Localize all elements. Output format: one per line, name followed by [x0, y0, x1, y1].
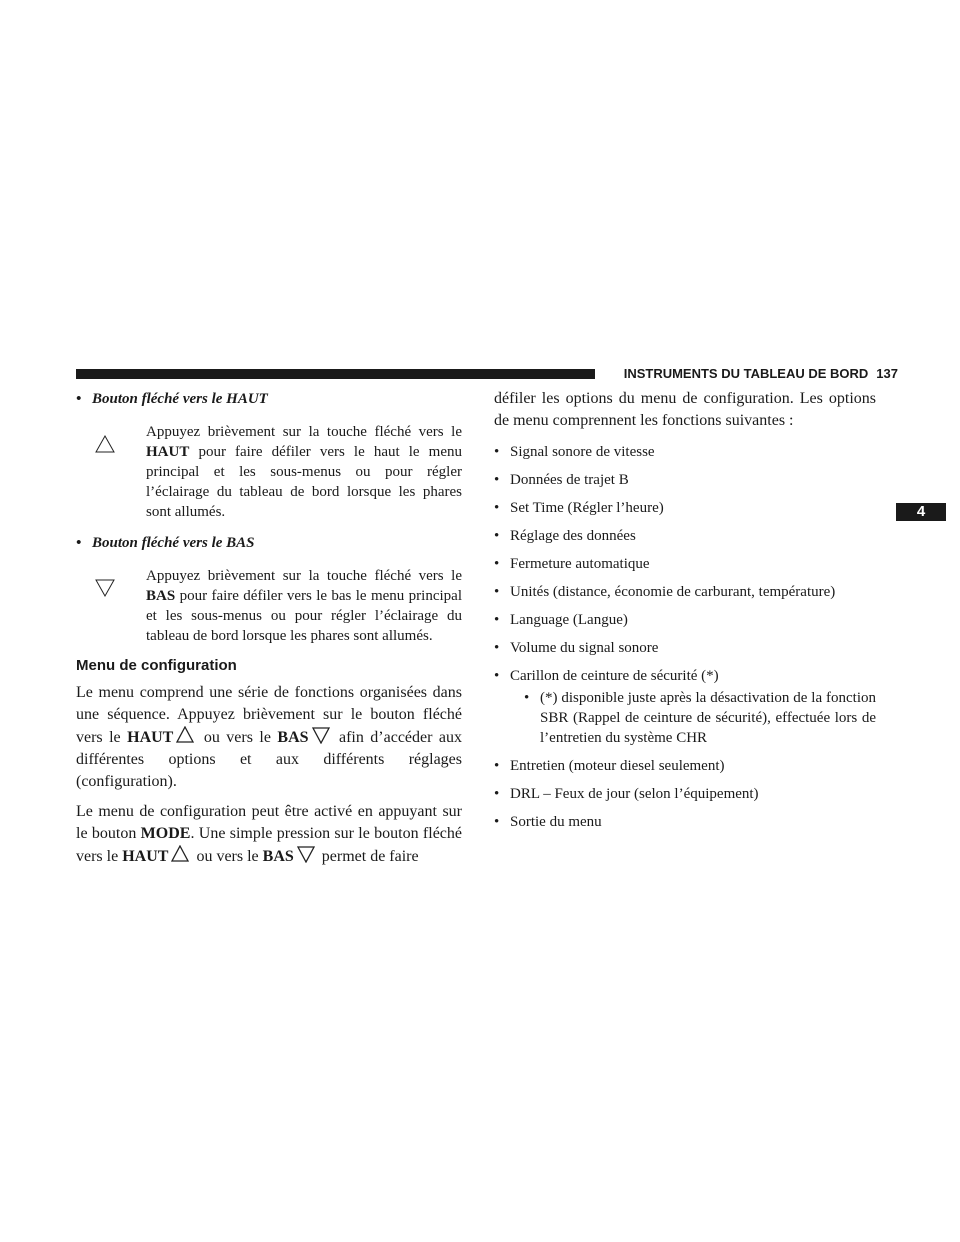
up-arrow-icon: [170, 845, 190, 863]
list-item: • DRL – Feux de jour (selon l’équipement): [494, 786, 759, 802]
list-item: • Fermeture automatique: [494, 556, 650, 572]
section-title: Menu de configuration: [76, 657, 237, 674]
list-subitem: • (*) disponible juste après la désactivation de la fonction SBR (Rappel de ceinture de sécurité), effectuée lors de l’entretien du système CHR: [524, 690, 876, 746]
list-item: • Signal sonore de vitesse: [494, 444, 655, 460]
page-number: 137: [876, 366, 898, 381]
up-button-heading: • Bouton fléché vers le HAUT: [76, 391, 268, 407]
list-item: • Volume du signal sonore: [494, 640, 659, 656]
up-button-text: Appuyez brièvement sur la touche fléché vers le HAUT pour faire défiler vers le haut le menu principal et les sous-menus ou pour régler l’éclairage du tableau de bord lorsque les phares sont allumés.: [146, 424, 462, 520]
list-item: • Set Time (Régler l’heure): [494, 500, 664, 516]
list-item: • Unités (distance, économie de carburant, température): [494, 584, 836, 600]
up-button-description: [76, 422, 462, 522]
list-item: • Données de trajet B: [494, 472, 629, 488]
config-paragraph-1: Le menu comprend une série de fonctions organisées dans une séquence. Appuyez brièvement sur le bouton fléché vers le HAUT ou vers le BAS afin d’accéder aux différentes options et aux différents réglages (configuration).: [76, 684, 463, 790]
page-header: [608, 365, 898, 383]
up-arrow-icon: [175, 726, 195, 744]
down-arrow-icon: [94, 578, 116, 598]
up-arrow-icon-cell: [76, 422, 146, 522]
up-button-title: Bouton fléché vers le HAUT: [92, 391, 268, 407]
list-item: • Sortie du menu: [494, 814, 602, 830]
down-arrow-icon-cell: [76, 566, 146, 646]
right-column: [494, 388, 876, 840]
list-item: • Entretien (moteur diesel seulement): [494, 758, 725, 774]
chapter-tab: 4: [896, 503, 946, 521]
list-item: • Carillon de ceinture de sécurité (*) • (*) disponible juste après la désactivation de la fonction SBR (Rappel de ceinture de sécurité), effectuée lors de l’entretien du système CHR: [494, 668, 876, 746]
config-paragraph-2: Le menu de configuration peut être activé en appuyant sur le bouton MODE. Une simple pression sur le bouton fléché vers le HAUT ou vers le BAS permet de faire: [76, 803, 462, 865]
down-button-description: [76, 566, 462, 646]
down-button-heading: • Bouton fléché vers le BAS: [76, 535, 255, 551]
left-column: [76, 388, 462, 876]
list-item: • Réglage des données: [494, 528, 636, 544]
section-header-title: INSTRUMENTS DU TABLEAU DE BORD: [623, 366, 869, 381]
down-arrow-icon: [296, 845, 316, 863]
down-button-title: Bouton fléché vers le BAS: [92, 535, 255, 551]
up-arrow-icon: [94, 434, 116, 454]
down-button-text: Appuyez brièvement sur la touche fléché vers le BAS pour faire défiler vers le bas le menu principal et les sous-menus ou pour régler l’éclairage du tableau de bord lorsque les phares sont allumés.: [146, 568, 462, 644]
down-arrow-icon: [311, 726, 331, 744]
list-item: • Language (Langue): [494, 612, 628, 628]
menu-intro: défiler les options du menu de configuration. Les options de menu comprennent les fonctions suivantes :: [494, 390, 876, 429]
menu-options-list: [494, 442, 876, 832]
header-rule: [76, 369, 595, 379]
